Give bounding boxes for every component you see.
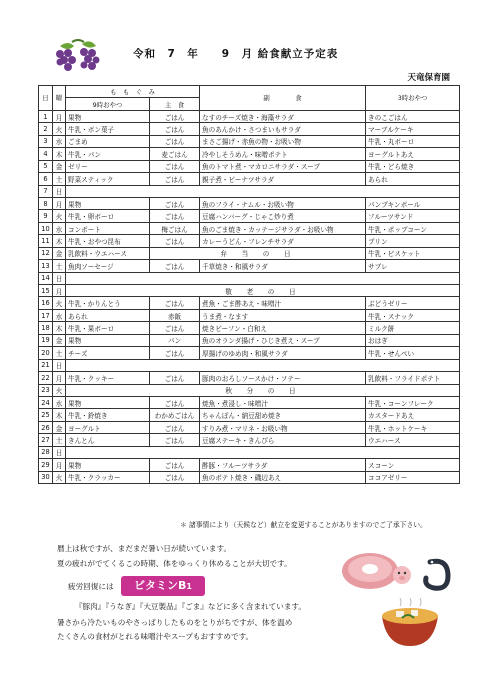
table-cell: 魚肉ソーセージ: [66, 260, 150, 272]
table-cell: ごはん: [150, 135, 200, 147]
table-cell: 木: [53, 235, 66, 247]
table-cell: ごはん: [150, 421, 200, 433]
table-cell: ココアゼリー: [366, 471, 460, 483]
table-cell: 赤飯: [150, 309, 200, 321]
table-cell: 牛乳・果ボーロ: [66, 322, 150, 334]
table-cell: 木: [53, 148, 66, 160]
table-cell: 牛乳・クッキー: [66, 372, 150, 384]
table-cell: [66, 446, 460, 458]
table-cell: 日: [53, 359, 66, 371]
table-cell: 土: [53, 173, 66, 185]
table-cell: 牛乳・ビスケット: [366, 247, 460, 259]
table-cell: 3: [39, 135, 53, 147]
table-row: [39, 247, 460, 259]
table-cell: 日: [53, 185, 66, 197]
table-cell: チーズ: [66, 347, 150, 359]
table-cell: 煮魚・ごま酢あえ・味噌汁: [200, 297, 366, 309]
table-cell: [66, 272, 460, 284]
table-cell: 火: [53, 384, 66, 396]
table-cell: 11: [39, 235, 53, 247]
table-cell: ごはん: [150, 160, 200, 172]
table-cell: ごはん: [150, 396, 200, 408]
table-row: [39, 272, 460, 284]
table-row: [39, 210, 460, 222]
message-line-4: 暑さから冷たいものやさっぱりしたものをとりがちですが、体を温め: [57, 618, 293, 627]
vitamin-b1-badge: ビタミンB1: [121, 576, 205, 596]
grapes-icon: [48, 38, 104, 78]
table-cell: 牛乳・鈴焼き: [66, 409, 150, 421]
school-name: 天竜保育園: [407, 73, 450, 83]
table-cell: 金: [53, 421, 66, 433]
table-cell: 30: [39, 471, 53, 483]
table-cell: 金: [53, 334, 66, 346]
table-cell: 9: [39, 210, 53, 222]
table-row: [39, 160, 460, 172]
table-cell: 魚のトマト煮・マカロニサラダ・スープ: [200, 160, 366, 172]
message-prefix: 疲労回復には: [68, 582, 114, 591]
table-cell: ごはん: [150, 173, 200, 185]
table-cell: 25: [39, 409, 53, 421]
table-cell: 土: [53, 434, 66, 446]
table-cell: 魚のポテト焼き・磯辺あえ: [200, 471, 366, 483]
table-cell: 牛乳・卵ボーロ: [66, 210, 150, 222]
table-cell: 28: [39, 446, 53, 458]
table-cell: 水: [53, 135, 66, 147]
table-row: [39, 297, 460, 309]
table-cell: 4: [39, 148, 53, 160]
table-cell: 牛乳・コーンフレーク: [366, 396, 460, 408]
table-cell: 水: [53, 309, 66, 321]
table-row: [39, 446, 460, 458]
table-cell: 牛乳・おやつ昆布: [66, 235, 150, 247]
table-row: [39, 110, 460, 122]
table-cell: 麦ごはん: [150, 148, 200, 160]
table-cell: ごはん: [150, 260, 200, 272]
table-cell: 弁 当 の 日: [150, 247, 366, 259]
table-cell: 梅ごはん: [150, 222, 200, 234]
table-row: [39, 409, 460, 421]
table-row: [39, 148, 460, 160]
col-side: 副 食: [200, 86, 366, 111]
table-cell: ヨーグルト: [66, 421, 150, 433]
table-cell: 1: [39, 110, 53, 122]
table-cell: 26: [39, 421, 53, 433]
table-cell: 17: [39, 309, 53, 321]
table-cell: ごはん: [150, 322, 200, 334]
col-group: も も ぐ み: [66, 86, 200, 98]
col-day: 日: [39, 86, 53, 111]
message-line-5: たくさんの食材がとれる味噌汁やスープもおすすめです。: [57, 632, 254, 641]
table-cell: ごはん: [150, 434, 200, 446]
table-cell: 焼魚・煮浸し・味噌汁: [200, 396, 366, 408]
table-cell: なすのチーズ焼き・海藻サラダ: [200, 110, 366, 122]
table-cell: ごはん: [150, 110, 200, 122]
table-cell: 野菜スティック: [66, 173, 150, 185]
notice: ＊ 諸事情により（天候など）献立を変更することがありますのでご了承下さい。: [180, 521, 427, 529]
table-row: [39, 235, 460, 247]
table-cell: あられ: [66, 309, 150, 321]
table-cell: 水: [53, 396, 66, 408]
table-cell: 日: [53, 272, 66, 284]
table-cell: 乳飲料・ウエハース: [66, 247, 150, 259]
table-row: [39, 434, 460, 446]
table-cell: わかめごはん: [150, 409, 200, 421]
table-cell: 27: [39, 434, 53, 446]
table-cell: パン: [150, 334, 200, 346]
table-cell: ウエハース: [366, 434, 460, 446]
table-cell: きのこごはん: [366, 110, 460, 122]
table-row: [39, 384, 460, 396]
table-cell: 月: [53, 459, 66, 471]
table-cell: 牛乳・丸ボーロ: [366, 135, 460, 147]
table-cell: 牛乳・スナック: [366, 309, 460, 321]
table-cell: 20: [39, 347, 53, 359]
table-cell: 日: [53, 446, 66, 458]
table-row: [39, 285, 460, 297]
table-cell: サブレ: [366, 260, 460, 272]
table-cell: 焼きビーフン・白和え: [200, 322, 366, 334]
table-cell: 29: [39, 459, 53, 471]
table-cell: 牛乳・ポップコーン: [366, 222, 460, 234]
table-row: [39, 421, 460, 433]
message-line-3: 『豚肉』『うなぎ』『大豆製品』『ごま』などに多く含まれています。: [75, 602, 306, 611]
table-cell: 牛乳・かりんとう: [66, 297, 150, 309]
table-cell: 牛乳・どら焼き: [366, 160, 460, 172]
table-row: [39, 173, 460, 185]
table-cell: コンポート: [66, 222, 150, 234]
table-cell: 果物: [66, 110, 150, 122]
table-cell: 18: [39, 322, 53, 334]
table-cell: 豆腐ステーキ・きんぴら: [200, 434, 366, 446]
table-cell: ごはん: [150, 123, 200, 135]
table-cell: カスタードあえ: [366, 409, 460, 421]
ham-icon: [340, 545, 418, 593]
table-row: [39, 471, 460, 483]
table-cell: ごはん: [150, 210, 200, 222]
table-cell: 5: [39, 160, 53, 172]
table-cell: 牛乳・クラッカー: [66, 471, 150, 483]
table-cell: 魚のごま焼き・カッテージサラダ・お吸い物: [200, 222, 366, 234]
table-row: [39, 372, 460, 384]
table-cell: ぶどうゼリー: [366, 297, 460, 309]
table-cell: プリン: [366, 235, 460, 247]
table-cell: 15: [39, 285, 53, 297]
table-cell: すりみ煮・マリネ・お吸い物: [200, 421, 366, 433]
table-cell: 果物: [66, 459, 150, 471]
table-cell: うま煮・なます: [200, 309, 366, 321]
table-row: [39, 359, 460, 371]
table-cell: 果物: [66, 396, 150, 408]
table-cell: 火: [53, 123, 66, 135]
table-cell: 土: [53, 260, 66, 272]
table-cell: ごはん: [150, 471, 200, 483]
table-row: [39, 123, 460, 135]
message-line-2: 夏の疲れがでてくるこの時期、体をゆっくり休めることが大切です。: [57, 559, 292, 568]
table-cell: 魚のフライ・ナムル・お吸い物: [200, 197, 366, 209]
table-cell: 8: [39, 197, 53, 209]
table-cell: 月: [53, 372, 66, 384]
table-cell: 牛乳・せんべい: [366, 347, 460, 359]
page-title: 令和 7 年 9 月 給食献立予定表: [133, 48, 339, 60]
miso-soup-icon: [378, 598, 442, 650]
table-cell: ごはん: [150, 347, 200, 359]
eel-icon: [420, 556, 452, 592]
table-cell: ゼリー: [66, 160, 150, 172]
table-cell: [66, 185, 460, 197]
table-cell: おはぎ: [366, 334, 460, 346]
table-row: [39, 334, 460, 346]
table-cell: 果物: [66, 334, 150, 346]
table-cell: フルーツサンド: [366, 210, 460, 222]
table-cell: 火: [53, 471, 66, 483]
menu-table: [38, 85, 460, 484]
table-cell: 果物: [66, 197, 150, 209]
table-cell: パンプキンボール: [366, 197, 460, 209]
table-cell: 月: [53, 110, 66, 122]
table-cell: 16: [39, 297, 53, 309]
table-cell: あられ: [366, 173, 460, 185]
table-cell: ごはん: [150, 297, 200, 309]
col-am-snack: 9時おやつ: [66, 98, 150, 110]
table-cell: 秋 分 の 日: [66, 384, 460, 396]
table-row: [39, 309, 460, 321]
table-row: [39, 197, 460, 209]
table-cell: スコーン: [366, 459, 460, 471]
col-staple: 主 食: [150, 98, 200, 110]
table-cell: 豆腐ハンバーグ・じゃこ炒り煮: [200, 210, 366, 222]
table-cell: 21: [39, 359, 53, 371]
table-cell: カレーうどん・フレンチサラダ: [200, 235, 366, 247]
table-cell: 千草焼き・和風サラダ: [200, 260, 366, 272]
table-cell: ヨーグルトあえ: [366, 148, 460, 160]
table-cell: マーブルケーキ: [366, 123, 460, 135]
table-cell: 24: [39, 396, 53, 408]
col-weekday: 曜: [53, 86, 66, 111]
table-row: [39, 185, 460, 197]
table-cell: [66, 359, 460, 371]
table-cell: 23: [39, 384, 53, 396]
table-cell: 酢豚・フルーツサラダ: [200, 459, 366, 471]
table-cell: 魚のオランダ揚げ・ひじき煮え・スープ: [200, 334, 366, 346]
table-cell: 厚揚げのゆめ肉・和風サラダ: [200, 347, 366, 359]
table-cell: 敬 老 の 日: [66, 285, 460, 297]
table-cell: 10: [39, 222, 53, 234]
table-cell: 親子煮・ビーナツサラダ: [200, 173, 366, 185]
table-row: [39, 396, 460, 408]
table-cell: 魚のあんかけ・さつまいもサラダ: [200, 123, 366, 135]
table-cell: 牛乳・ボン菓子: [66, 123, 150, 135]
table-cell: 牛乳・ホットケーキ: [366, 421, 460, 433]
table-cell: ごはん: [150, 235, 200, 247]
table-cell: 牛乳・パン: [66, 148, 150, 160]
table-cell: ミルク餅: [366, 322, 460, 334]
table-cell: 木: [53, 409, 66, 421]
table-cell: 火: [53, 210, 66, 222]
table-cell: 金: [53, 160, 66, 172]
table-row: [39, 459, 460, 471]
col-pm-snack: 3時おやつ: [366, 86, 460, 111]
table-cell: 冷やしそうめん・味噌ポテト: [200, 148, 366, 160]
table-cell: ごまめ: [66, 135, 150, 147]
table-cell: 豚肉のおろしソースかけ・ソテー: [200, 372, 366, 384]
table-cell: まさご揚げ・赤魚の物・お吸い物: [200, 135, 366, 147]
table-row: [39, 135, 460, 147]
table-cell: 2: [39, 123, 53, 135]
table-row: [39, 260, 460, 272]
table-cell: 13: [39, 260, 53, 272]
table-cell: ちゃんぽん・納豆甜め焼き: [200, 409, 366, 421]
table-cell: 22: [39, 372, 53, 384]
table-cell: 金: [53, 247, 66, 259]
table-cell: 14: [39, 272, 53, 284]
table-cell: 水: [53, 222, 66, 234]
table-cell: 月: [53, 285, 66, 297]
table-cell: 19: [39, 334, 53, 346]
table-cell: ごはん: [150, 372, 200, 384]
table-cell: 月: [53, 197, 66, 209]
table-cell: 乳飲料・フライドポテト: [366, 372, 460, 384]
table-cell: ごはん: [150, 459, 200, 471]
table-cell: きんとん: [66, 434, 150, 446]
table-cell: ごはん: [150, 197, 200, 209]
table-cell: 木: [53, 322, 66, 334]
table-cell: 6: [39, 173, 53, 185]
table-cell: 12: [39, 247, 53, 259]
table-cell: 土: [53, 347, 66, 359]
message-line-1: 暦上は秋ですが、まだまだ暑い日が続いています。: [57, 544, 232, 553]
table-row: [39, 347, 460, 359]
table-row: [39, 222, 460, 234]
table-row: [39, 322, 460, 334]
table-cell: 火: [53, 297, 66, 309]
table-cell: 7: [39, 185, 53, 197]
